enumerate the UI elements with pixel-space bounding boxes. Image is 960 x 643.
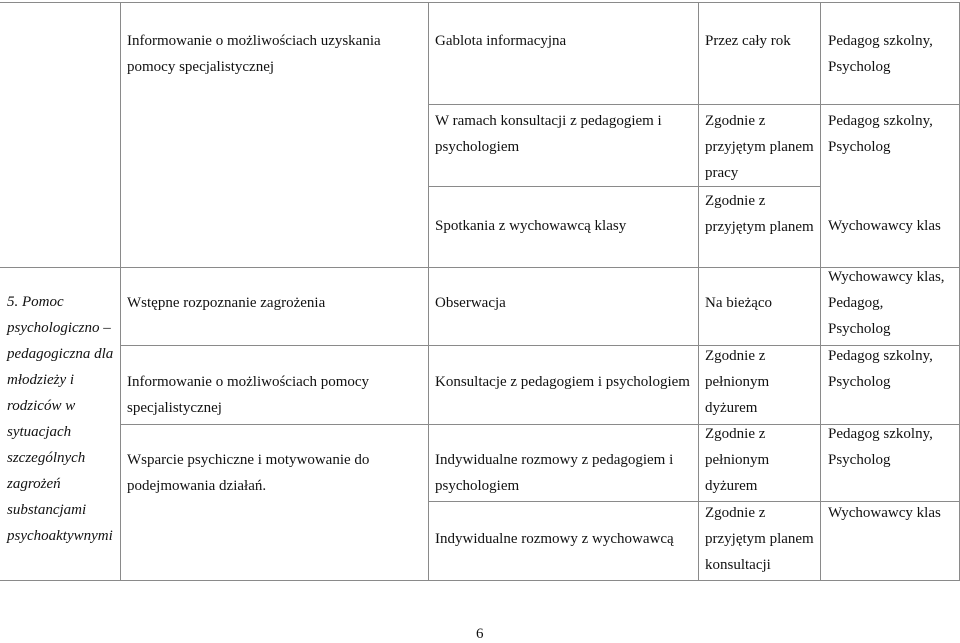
rule	[428, 186, 820, 187]
method-cell: Gablota informacyjna	[435, 33, 567, 49]
term-cell: Zgodnie z przyjętym planem konsultacji	[705, 505, 814, 573]
term-cell: Zgodnie z przyjętym planem	[705, 193, 814, 235]
method-cell: Indywidualne rozmowy z pedagogiem i psychologiem	[435, 452, 674, 494]
term-cell: Zgodnie z pełnionym dyżurem	[705, 426, 770, 494]
rule	[820, 2, 821, 581]
responsible-cell: Pedagog szkolny, Psycholog	[828, 33, 933, 75]
term-cell: Na bieżąco	[705, 295, 773, 311]
area-cell: 5. Pomoc psychologiczno – pedagogiczna dla młodzieży i rodziców w sytuacjach szczególnych zagrożeń substancjami psychoaktywnymi	[7, 294, 114, 544]
task-cell: Informowanie o możliwościach pomocy specjalistycznej	[127, 374, 370, 416]
method-cell: Indywidualne rozmowy z wychowawcą	[435, 531, 674, 547]
task-cell: Informowanie o możliwościach uzyskania pomocy specjalistycznej	[127, 33, 381, 75]
rule	[0, 267, 960, 268]
method-cell: W ramach konsultacji z pedagogiem i psychologiem	[435, 113, 662, 155]
method-cell: Obserwacja	[435, 295, 506, 311]
responsible-cell: Pedagog szkolny, Psycholog	[828, 113, 933, 155]
rule	[428, 104, 960, 105]
rule	[428, 2, 429, 581]
task-cell: Wstępne rozpoznanie zagrożenia	[127, 295, 326, 311]
method-cell: Konsultacje z pedagogiem i psychologiem	[435, 374, 690, 390]
rule	[698, 2, 699, 581]
rule	[0, 580, 960, 581]
responsible-cell: Wychowawcy klas	[828, 218, 941, 234]
page-number: 6	[476, 626, 484, 642]
term-cell: Zgodnie z przyjętym planem pracy	[705, 113, 814, 181]
task-cell: Wsparcie psychiczne i motywowanie do podejmowania działań.	[127, 452, 370, 494]
responsible-cell: Pedagog szkolny, Psycholog	[828, 426, 933, 468]
responsible-cell: Wychowawcy klas, Pedagog, Psycholog	[828, 269, 945, 337]
method-cell: Spotkania z wychowawcą klasy	[435, 218, 627, 234]
responsible-cell: Wychowawcy klas	[828, 505, 941, 521]
term-cell: Zgodnie z pełnionym dyżurem	[705, 348, 770, 416]
rule	[0, 2, 960, 3]
rule	[120, 2, 121, 581]
term-cell: Przez cały rok	[705, 33, 791, 49]
responsible-cell: Pedagog szkolny, Psycholog	[828, 348, 933, 390]
